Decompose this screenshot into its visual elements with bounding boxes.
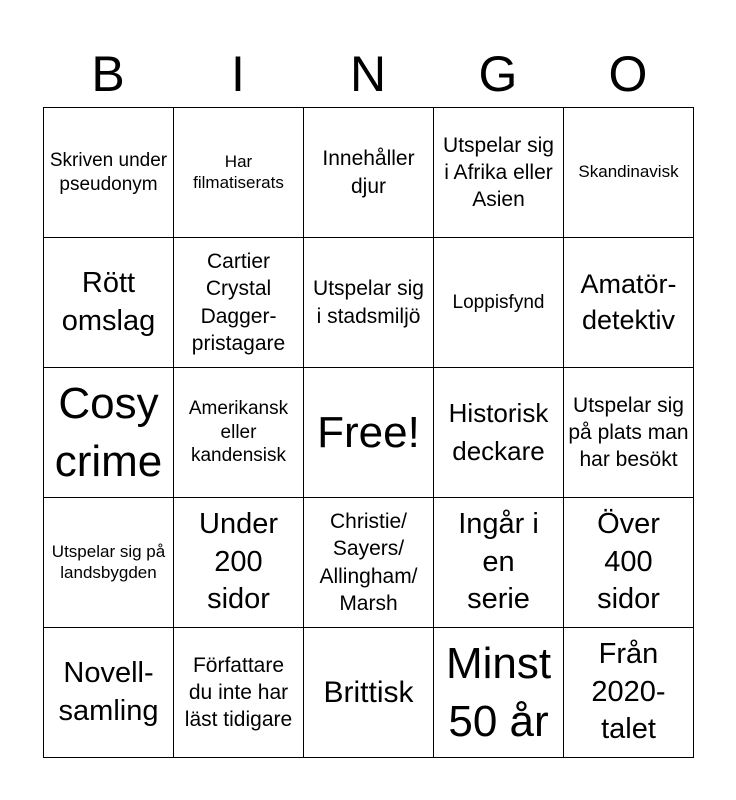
bingo-cell-r5c2[interactable]: Författare du inte har läst tidigare bbox=[174, 628, 304, 758]
header-letter-n: N bbox=[349, 46, 387, 102]
bingo-cell-r2c5[interactable]: Amatör-detektiv bbox=[564, 238, 694, 368]
bingo-cell-r4c4[interactable]: Ingår i en serie bbox=[434, 498, 564, 628]
bingo-cell-r5c5[interactable]: Från 2020-talet bbox=[564, 628, 694, 758]
bingo-cell-r2c2[interactable]: Cartier Crystal Dagger-pristagare bbox=[174, 238, 304, 368]
bingo-cell-r3c5[interactable]: Utspelar sig på plats man har besökt bbox=[564, 368, 694, 498]
bingo-cell-r5c4[interactable]: Minst 50 år bbox=[434, 628, 564, 758]
header-letter-i: I bbox=[231, 46, 245, 102]
bingo-cell-r1c5[interactable]: Skandinavisk bbox=[564, 108, 694, 238]
bingo-cell-r3c1[interactable]: Cosy crime bbox=[44, 368, 174, 498]
bingo-cell-r3c3-free[interactable]: Free! bbox=[304, 368, 434, 498]
bingo-cell-r5c3[interactable]: Brittisk bbox=[304, 628, 434, 758]
bingo-cell-r4c2[interactable]: Under 200 sidor bbox=[174, 498, 304, 628]
bingo-cell-r5c1[interactable]: Novell-samling bbox=[44, 628, 174, 758]
header-letter-b: B bbox=[91, 46, 125, 102]
bingo-cell-r2c4[interactable]: Loppisfynd bbox=[434, 238, 564, 368]
bingo-cell-r1c4[interactable]: Utspelar sig i Afrika eller Asien bbox=[434, 108, 564, 238]
bingo-cell-r1c3[interactable]: Innehåller djur bbox=[304, 108, 434, 238]
bingo-cell-r1c1[interactable]: Skriven under pseudonym bbox=[44, 108, 174, 238]
bingo-cell-r2c1[interactable]: Rött omslag bbox=[44, 238, 174, 368]
bingo-cell-r2c3[interactable]: Utspelar sig i stadsmiljö bbox=[304, 238, 434, 368]
bingo-board bbox=[43, 107, 694, 758]
bingo-header bbox=[43, 40, 693, 108]
bingo-cell-r4c3[interactable]: Christie/ Sayers/ Allingham/ Marsh bbox=[304, 498, 434, 628]
bingo-cell-r3c4[interactable]: Historisk deckare bbox=[434, 368, 564, 498]
header-letter-g: G bbox=[478, 46, 518, 102]
bingo-cell-r4c5[interactable]: Över 400 sidor bbox=[564, 498, 694, 628]
bingo-cell-r4c1[interactable]: Utspelar sig på landsbygden bbox=[44, 498, 174, 628]
bingo-cell-r3c2[interactable]: Amerikansk eller kandensisk bbox=[174, 368, 304, 498]
header-letter-o: O bbox=[608, 46, 648, 102]
bingo-cell-r1c2[interactable]: Har filmatiserats bbox=[174, 108, 304, 238]
